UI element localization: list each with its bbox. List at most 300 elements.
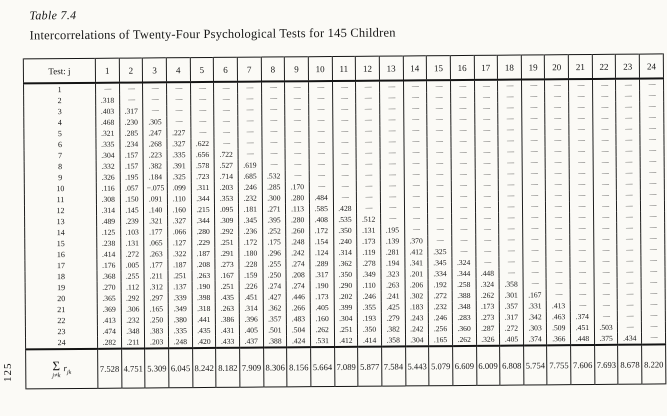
matrix-cell: .181 <box>238 204 262 215</box>
matrix-cell: .484 <box>309 192 333 203</box>
matrix-cell: .131 <box>357 225 381 236</box>
empty-cell: — <box>546 267 570 278</box>
matrix-cell: .246 <box>238 182 262 193</box>
matrix-cell: .483 <box>287 313 311 324</box>
matrix-cell: .246 <box>429 312 453 323</box>
matrix-cell: .383 <box>145 325 169 336</box>
empty-cell: — <box>404 202 428 213</box>
matrix-cell: .656 <box>191 149 215 160</box>
page-number: 125 <box>2 362 14 382</box>
matrix-cell: .304 <box>405 334 429 346</box>
empty-cell: — <box>498 80 522 92</box>
matrix-cell: .273 <box>476 312 500 323</box>
empty-cell: — <box>641 244 665 255</box>
matrix-cell: .325 <box>167 171 191 182</box>
matrix-cell: .005 <box>121 259 145 270</box>
empty-cell: — <box>380 191 404 202</box>
empty-cell: — <box>427 80 451 92</box>
empty-cell: — <box>309 93 333 104</box>
empty-cell: — <box>475 158 499 169</box>
empty-cell: — <box>642 332 666 344</box>
empty-cell: — <box>190 105 214 116</box>
empty-cell: — <box>545 135 569 146</box>
empty-cell: — <box>498 103 522 114</box>
row-label: 22 <box>25 315 97 327</box>
empty-cell: — <box>309 148 333 159</box>
empty-cell: — <box>498 114 522 125</box>
column-header: 18 <box>497 55 521 80</box>
sum-cell: 7.528 <box>98 349 122 389</box>
empty-cell: — <box>332 126 356 137</box>
matrix-cell: .420 <box>192 336 216 348</box>
sum-cell: 7.909 <box>240 348 264 388</box>
empty-cell: — <box>475 169 499 180</box>
matrix-cell: .273 <box>215 259 239 270</box>
matrix-cell: .366 <box>547 333 571 345</box>
empty-cell: — <box>379 92 403 103</box>
matrix-cell: .353 <box>215 193 239 204</box>
matrix-cell: .251 <box>334 324 358 335</box>
matrix-cell: .405 <box>500 334 524 346</box>
matrix-cell: .065 <box>144 237 168 248</box>
matrix-cell: .187 <box>168 259 192 270</box>
matrix-cell: .344 <box>452 268 476 279</box>
matrix-cell: .408 <box>309 214 333 225</box>
empty-cell: — <box>569 179 593 190</box>
empty-cell: — <box>404 158 428 169</box>
empty-cell: — <box>261 104 285 115</box>
empty-cell: — <box>380 169 404 180</box>
empty-cell: — <box>523 245 547 256</box>
empty-cell: — <box>356 159 380 170</box>
empty-cell: — <box>545 113 569 124</box>
matrix-cell: .349 <box>357 269 381 280</box>
matrix-cell: .127 <box>168 237 192 248</box>
empty-cell: — <box>262 159 286 170</box>
column-header: 1 <box>95 58 119 83</box>
empty-cell: — <box>593 190 617 201</box>
matrix-cell: .251 <box>215 281 239 292</box>
matrix-cell: .357 <box>499 301 523 312</box>
empty-cell: — <box>356 115 380 126</box>
empty-cell: — <box>594 245 618 256</box>
empty-cell: — <box>641 222 665 233</box>
matrix-cell: .248 <box>286 236 310 247</box>
empty-cell: — <box>380 213 404 224</box>
sum-cell: 7.606 <box>571 345 595 385</box>
matrix-cell: .262 <box>452 334 476 346</box>
empty-cell: — <box>499 268 523 279</box>
matrix-cell: .325 <box>428 246 452 257</box>
empty-cell: — <box>641 233 665 244</box>
matrix-cell: .290 <box>334 280 358 291</box>
matrix-cell: .157 <box>120 149 144 160</box>
empty-cell: — <box>167 105 191 116</box>
empty-cell: — <box>428 202 452 213</box>
empty-cell: — <box>333 148 357 159</box>
empty-cell: — <box>522 190 546 201</box>
empty-cell: — <box>451 114 475 125</box>
empty-cell: — <box>640 178 664 189</box>
empty-cell: — <box>641 321 665 332</box>
empty-cell: — <box>545 146 569 157</box>
empty-cell: — <box>238 138 262 149</box>
matrix-cell: .252 <box>262 225 286 236</box>
empty-cell: — <box>427 125 451 136</box>
matrix-cell: .350 <box>358 324 382 335</box>
matrix-cell: .446 <box>286 291 310 302</box>
empty-cell: — <box>570 289 594 300</box>
empty-cell: — <box>427 103 451 114</box>
matrix-cell: .527 <box>214 160 238 171</box>
empty-cell: — <box>357 203 381 214</box>
empty-cell: — <box>616 91 640 102</box>
empty-cell: — <box>547 278 571 289</box>
matrix-cell: .291 <box>215 248 239 259</box>
matrix-cell: .175 <box>262 236 286 247</box>
column-header: 4 <box>166 58 190 83</box>
empty-cell: — <box>523 234 547 245</box>
column-header: 11 <box>332 56 356 81</box>
empty-cell: — <box>498 158 522 169</box>
column-header: 9 <box>285 57 309 82</box>
empty-cell: — <box>545 124 569 135</box>
empty-cell: — <box>593 168 617 179</box>
empty-cell: — <box>119 82 143 94</box>
matrix-cell: .250 <box>145 314 169 325</box>
empty-cell: — <box>475 147 499 158</box>
empty-cell: — <box>570 201 594 212</box>
sum-cell: 7.584 <box>381 346 405 386</box>
empty-cell: — <box>499 224 523 235</box>
empty-cell: — <box>641 200 665 211</box>
matrix-cell: .398 <box>192 292 216 303</box>
matrix-cell: .308 <box>96 194 120 205</box>
sum-label <box>26 349 98 389</box>
matrix-cell: .302 <box>405 290 429 301</box>
matrix-cell: .263 <box>381 279 405 290</box>
matrix-cell: .431 <box>216 325 240 336</box>
empty-cell: — <box>428 213 452 224</box>
matrix-cell: .405 <box>239 325 263 336</box>
row-label: 21 <box>25 304 97 316</box>
matrix-cell: .170 <box>286 181 310 192</box>
column-header: 22 <box>592 54 616 79</box>
empty-cell: — <box>285 170 309 181</box>
matrix-cell: .160 <box>310 313 334 324</box>
empty-cell: — <box>498 136 522 147</box>
matrix-cell: .248 <box>168 336 192 348</box>
matrix-cell: .285 <box>120 127 144 138</box>
matrix-cell: .305 <box>143 116 167 127</box>
matrix-cell: .112 <box>121 281 145 292</box>
matrix-cell: .370 <box>404 235 428 246</box>
empty-cell: — <box>380 114 404 125</box>
empty-cell: — <box>522 113 546 124</box>
matrix-cell: .113 <box>286 203 310 214</box>
matrix-cell: .331 <box>523 300 547 311</box>
empty-cell: — <box>547 289 571 300</box>
matrix-cell: .327 <box>168 215 192 226</box>
matrix-cell: .137 <box>168 281 192 292</box>
matrix-cell: .324 <box>476 279 500 290</box>
empty-cell: — <box>594 300 618 311</box>
column-header: 12 <box>356 56 380 81</box>
sum-formula <box>52 359 71 380</box>
empty-cell: — <box>285 159 309 170</box>
column-header: 16 <box>450 55 474 80</box>
matrix-cell: .194 <box>381 257 405 268</box>
row-label: 16 <box>25 249 97 261</box>
matrix-cell: .165 <box>145 303 169 314</box>
empty-cell: — <box>380 125 404 136</box>
matrix-cell: .154 <box>310 236 334 247</box>
matrix-cell: .311 <box>191 182 215 193</box>
empty-cell: — <box>522 179 546 190</box>
empty-cell: — <box>357 192 381 203</box>
empty-cell: — <box>451 191 475 202</box>
matrix-cell: .395 <box>262 214 286 225</box>
empty-cell: — <box>166 82 190 94</box>
matrix-cell: .413 <box>547 300 571 311</box>
empty-cell: — <box>640 112 664 123</box>
matrix-cell: .167 <box>523 289 547 300</box>
empty-cell: — <box>214 127 238 138</box>
matrix-cell: .266 <box>286 302 310 313</box>
matrix-cell: .405 <box>310 302 334 313</box>
matrix-cell: .434 <box>618 333 642 345</box>
row-label: 15 <box>25 238 97 250</box>
matrix-cell: .232 <box>238 193 262 204</box>
empty-cell: — <box>309 137 333 148</box>
matrix-cell: .251 <box>215 237 239 248</box>
matrix-cell: .223 <box>143 149 167 160</box>
empty-cell: — <box>617 245 641 256</box>
matrix-cell: .177 <box>144 259 168 270</box>
matrix-cell: .172 <box>310 225 334 236</box>
matrix-cell: .451 <box>239 292 263 303</box>
empty-cell: — <box>618 300 642 311</box>
empty-cell: — <box>427 169 451 180</box>
matrix-cell: .391 <box>167 160 191 171</box>
empty-cell: — <box>309 159 333 170</box>
column-header: 20 <box>545 55 569 80</box>
empty-cell: — <box>451 147 475 158</box>
empty-cell: — <box>333 192 357 203</box>
matrix-cell: .187 <box>191 248 215 259</box>
matrix-cell: .304 <box>334 313 358 324</box>
empty-cell: — <box>594 278 618 289</box>
matrix-cell: .722 <box>214 149 238 160</box>
empty-cell: — <box>570 256 594 267</box>
empty-cell: — <box>143 94 167 105</box>
empty-cell: — <box>616 79 640 91</box>
matrix-cell: .585 <box>309 203 333 214</box>
matrix-cell: .263 <box>192 270 216 281</box>
empty-cell: — <box>452 235 476 246</box>
matrix-cell: .119 <box>357 247 381 258</box>
empty-cell: — <box>332 93 356 104</box>
matrix-cell: .066 <box>168 226 192 237</box>
empty-cell: — <box>474 125 498 136</box>
matrix-cell: .375 <box>594 333 618 345</box>
empty-cell: — <box>641 266 665 277</box>
matrix-cell: .165 <box>429 334 453 346</box>
empty-cell: — <box>594 256 618 267</box>
empty-cell: — <box>474 80 498 92</box>
matrix-cell: .285 <box>262 181 286 192</box>
matrix-cell: .226 <box>239 281 263 292</box>
empty-cell: — <box>475 235 499 246</box>
matrix-cell: .380 <box>168 314 192 325</box>
empty-cell: — <box>451 125 475 136</box>
matrix-cell: .287 <box>476 323 500 334</box>
empty-cell: — <box>617 179 641 190</box>
empty-cell: — <box>593 212 617 223</box>
matrix-cell: .203 <box>215 182 239 193</box>
empty-cell: — <box>474 114 498 125</box>
empty-cell: — <box>238 105 262 116</box>
empty-cell: — <box>427 136 451 147</box>
sum-cell: 5.309 <box>145 348 169 388</box>
matrix-cell: .281 <box>381 246 405 257</box>
matrix-cell: .195 <box>381 224 405 235</box>
empty-cell: — <box>380 202 404 213</box>
row-label: 7 <box>24 150 96 162</box>
matrix-cell: .412 <box>334 335 358 347</box>
empty-cell: — <box>641 299 665 310</box>
matrix-cell: .535 <box>333 214 357 225</box>
matrix-cell: .326 <box>476 334 500 346</box>
matrix-cell: .348 <box>452 301 476 312</box>
matrix-cell: .172 <box>239 237 263 248</box>
matrix-cell: .317 <box>119 105 143 116</box>
empty-cell: — <box>356 126 380 137</box>
empty-cell: — <box>594 267 618 278</box>
matrix-cell: .124 <box>310 247 334 258</box>
empty-cell: — <box>380 158 404 169</box>
empty-cell: — <box>593 135 617 146</box>
matrix-cell: .110 <box>357 280 381 291</box>
empty-cell: — <box>404 169 428 180</box>
empty-cell: — <box>285 137 309 148</box>
matrix-cell: .203 <box>145 336 169 348</box>
empty-cell: — <box>640 101 664 112</box>
matrix-cell: .365 <box>97 293 121 304</box>
empty-cell: — <box>356 93 380 104</box>
matrix-cell: .192 <box>428 279 452 290</box>
matrix-cell: .300 <box>262 192 286 203</box>
matrix-cell: .250 <box>263 269 287 280</box>
row-label: 17 <box>25 260 97 272</box>
matrix-cell: −.075 <box>144 182 168 193</box>
matrix-cell: .271 <box>262 203 286 214</box>
empty-cell: — <box>474 92 498 103</box>
matrix-cell: .374 <box>523 333 547 345</box>
row-label: 4 <box>24 117 96 129</box>
empty-cell: — <box>522 223 546 234</box>
row-label: 5 <box>24 128 96 140</box>
matrix-cell: .350 <box>333 225 357 236</box>
matrix-cell: .232 <box>121 314 145 325</box>
matrix-cell: .272 <box>500 323 524 334</box>
matrix-cell: .262 <box>310 324 334 335</box>
sigma-condition: j≠k <box>52 371 61 379</box>
empty-cell: — <box>641 255 665 266</box>
empty-cell: — <box>475 202 499 213</box>
empty-cell: — <box>403 114 427 125</box>
empty-cell: — <box>570 300 594 311</box>
matrix-cell: .211 <box>121 336 145 348</box>
empty-cell: — <box>545 79 569 91</box>
sum-cell: 6.808 <box>500 346 524 386</box>
matrix-cell: .512 <box>357 214 381 225</box>
matrix-cell: .215 <box>191 204 215 215</box>
empty-cell: — <box>521 79 545 91</box>
matrix-cell: .619 <box>238 160 262 171</box>
empty-cell: — <box>569 168 593 179</box>
empty-cell: — <box>617 256 641 267</box>
row-label: 8 <box>24 161 96 173</box>
matrix-cell: .435 <box>192 325 216 336</box>
empty-cell: — <box>618 311 642 322</box>
matrix-cell: .388 <box>452 290 476 301</box>
sum-cell: 5.079 <box>429 346 453 386</box>
empty-cell: — <box>403 103 427 114</box>
sum-row <box>26 344 666 389</box>
empty-cell: — <box>404 213 428 224</box>
matrix-cell: .243 <box>405 312 429 323</box>
matrix-cell: .232 <box>428 301 452 312</box>
empty-cell: — <box>616 146 640 157</box>
matrix-cell: .125 <box>97 227 121 238</box>
empty-cell: — <box>261 126 285 137</box>
empty-cell: — <box>427 92 451 103</box>
empty-cell: — <box>592 79 616 91</box>
empty-cell: — <box>427 180 451 191</box>
matrix-cell: .413 <box>97 315 121 326</box>
empty-cell: — <box>546 190 570 201</box>
matrix-cell: .318 <box>192 303 216 314</box>
empty-cell: — <box>309 181 333 192</box>
empty-cell: — <box>617 212 641 223</box>
empty-cell: — <box>617 190 641 201</box>
sum-cell: 5.443 <box>405 346 429 386</box>
matrix-cell: .360 <box>452 323 476 334</box>
empty-cell: — <box>593 223 617 234</box>
empty-cell: — <box>190 82 214 94</box>
matrix-cell: .140 <box>144 204 168 215</box>
empty-cell: — <box>380 180 404 191</box>
empty-cell: — <box>332 81 356 93</box>
column-header: 3 <box>143 58 167 83</box>
empty-cell: — <box>522 135 546 146</box>
matrix-cell: .272 <box>428 290 452 301</box>
empty-cell: — <box>522 168 546 179</box>
matrix-cell: .388 <box>263 335 287 347</box>
empty-cell: — <box>308 81 332 93</box>
empty-cell: — <box>523 267 547 278</box>
empty-cell: — <box>261 81 285 93</box>
table-footer <box>26 344 666 389</box>
empty-cell: — <box>593 234 617 245</box>
matrix-cell: .263 <box>144 248 168 259</box>
empty-cell: — <box>522 124 546 135</box>
empty-cell: — <box>641 288 665 299</box>
empty-cell: — <box>214 82 238 94</box>
empty-cell: — <box>333 181 357 192</box>
matrix-cell: .177 <box>144 226 168 237</box>
